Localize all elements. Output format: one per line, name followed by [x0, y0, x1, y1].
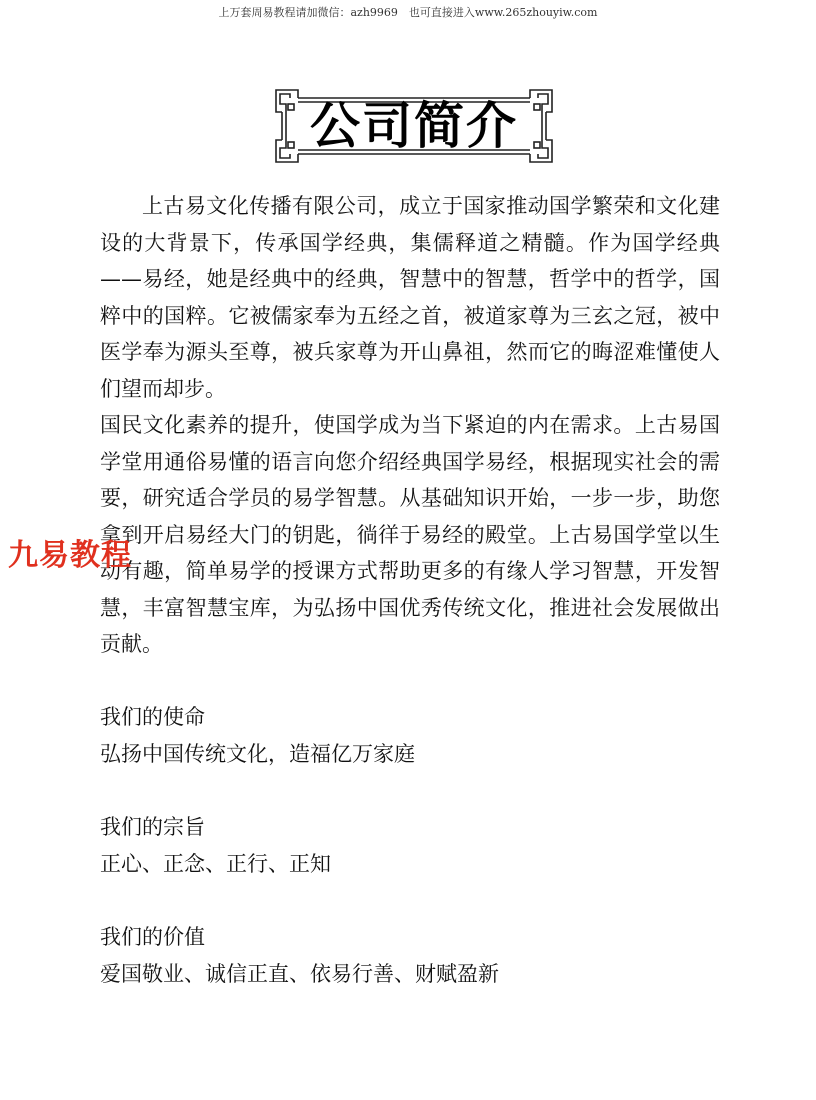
- purpose-section: [100, 809, 720, 883]
- title-frame: [272, 86, 556, 166]
- intro-paragraph-1: 上古易文化传播有限公司，成立于国家推动国学繁荣和文化建设的大背景下，传承国学经典，集儒释道之精髓。作为国学经典——易经，她是经典中的经典，智慧中的智慧，哲学中的哲学，国粹中的国粹。它被儒家奉为五经之首，被道家尊为三玄之冠，被中医学奉为源头至尊，被兵家尊为开山鼻祖，然而它的晦涩难懂使人们望而却步。: [100, 194, 720, 401]
- values-section: [100, 919, 720, 993]
- page-title: 公司简介: [310, 97, 518, 155]
- mission-text: 弘扬中国传统文化，造福亿万家庭: [100, 741, 415, 766]
- intro-paragraph-2: 国民文化素养的提升，使国学成为当下紧迫的内在需求。上古易国学堂用通俗易懂的语言向您介绍经典国学易经，根据现实社会的需要，研究适合学员的易学智慧。从基础知识开始，一步一步，助您拿到开启易经大门的钥匙，徜徉于易经的殿堂。上古易国学堂以生动有趣，简单易学的授课方式帮助更多的有缘人学习智慧，开发智慧，丰富智慧宝库，为弘扬中国优秀传统文化，推进社会发展做出贡献。: [100, 413, 720, 656]
- mission-heading: 我们的使命: [100, 704, 205, 729]
- watermark-stamp: 九易教程: [8, 538, 132, 573]
- values-heading: 我们的价值: [100, 924, 205, 949]
- purpose-text: 正心、正念、正行、正知: [100, 851, 331, 876]
- header-note: 上万套周易教程请加微信：azh9969 也可直接进入www.265zhouyiw.com: [218, 6, 598, 19]
- values-text: 爱国敬业、诚信正直、依易行善、财赋盈新: [100, 961, 499, 986]
- purpose-heading: 我们的宗旨: [100, 814, 205, 839]
- mission-section: [100, 699, 720, 773]
- main-content: [100, 188, 720, 993]
